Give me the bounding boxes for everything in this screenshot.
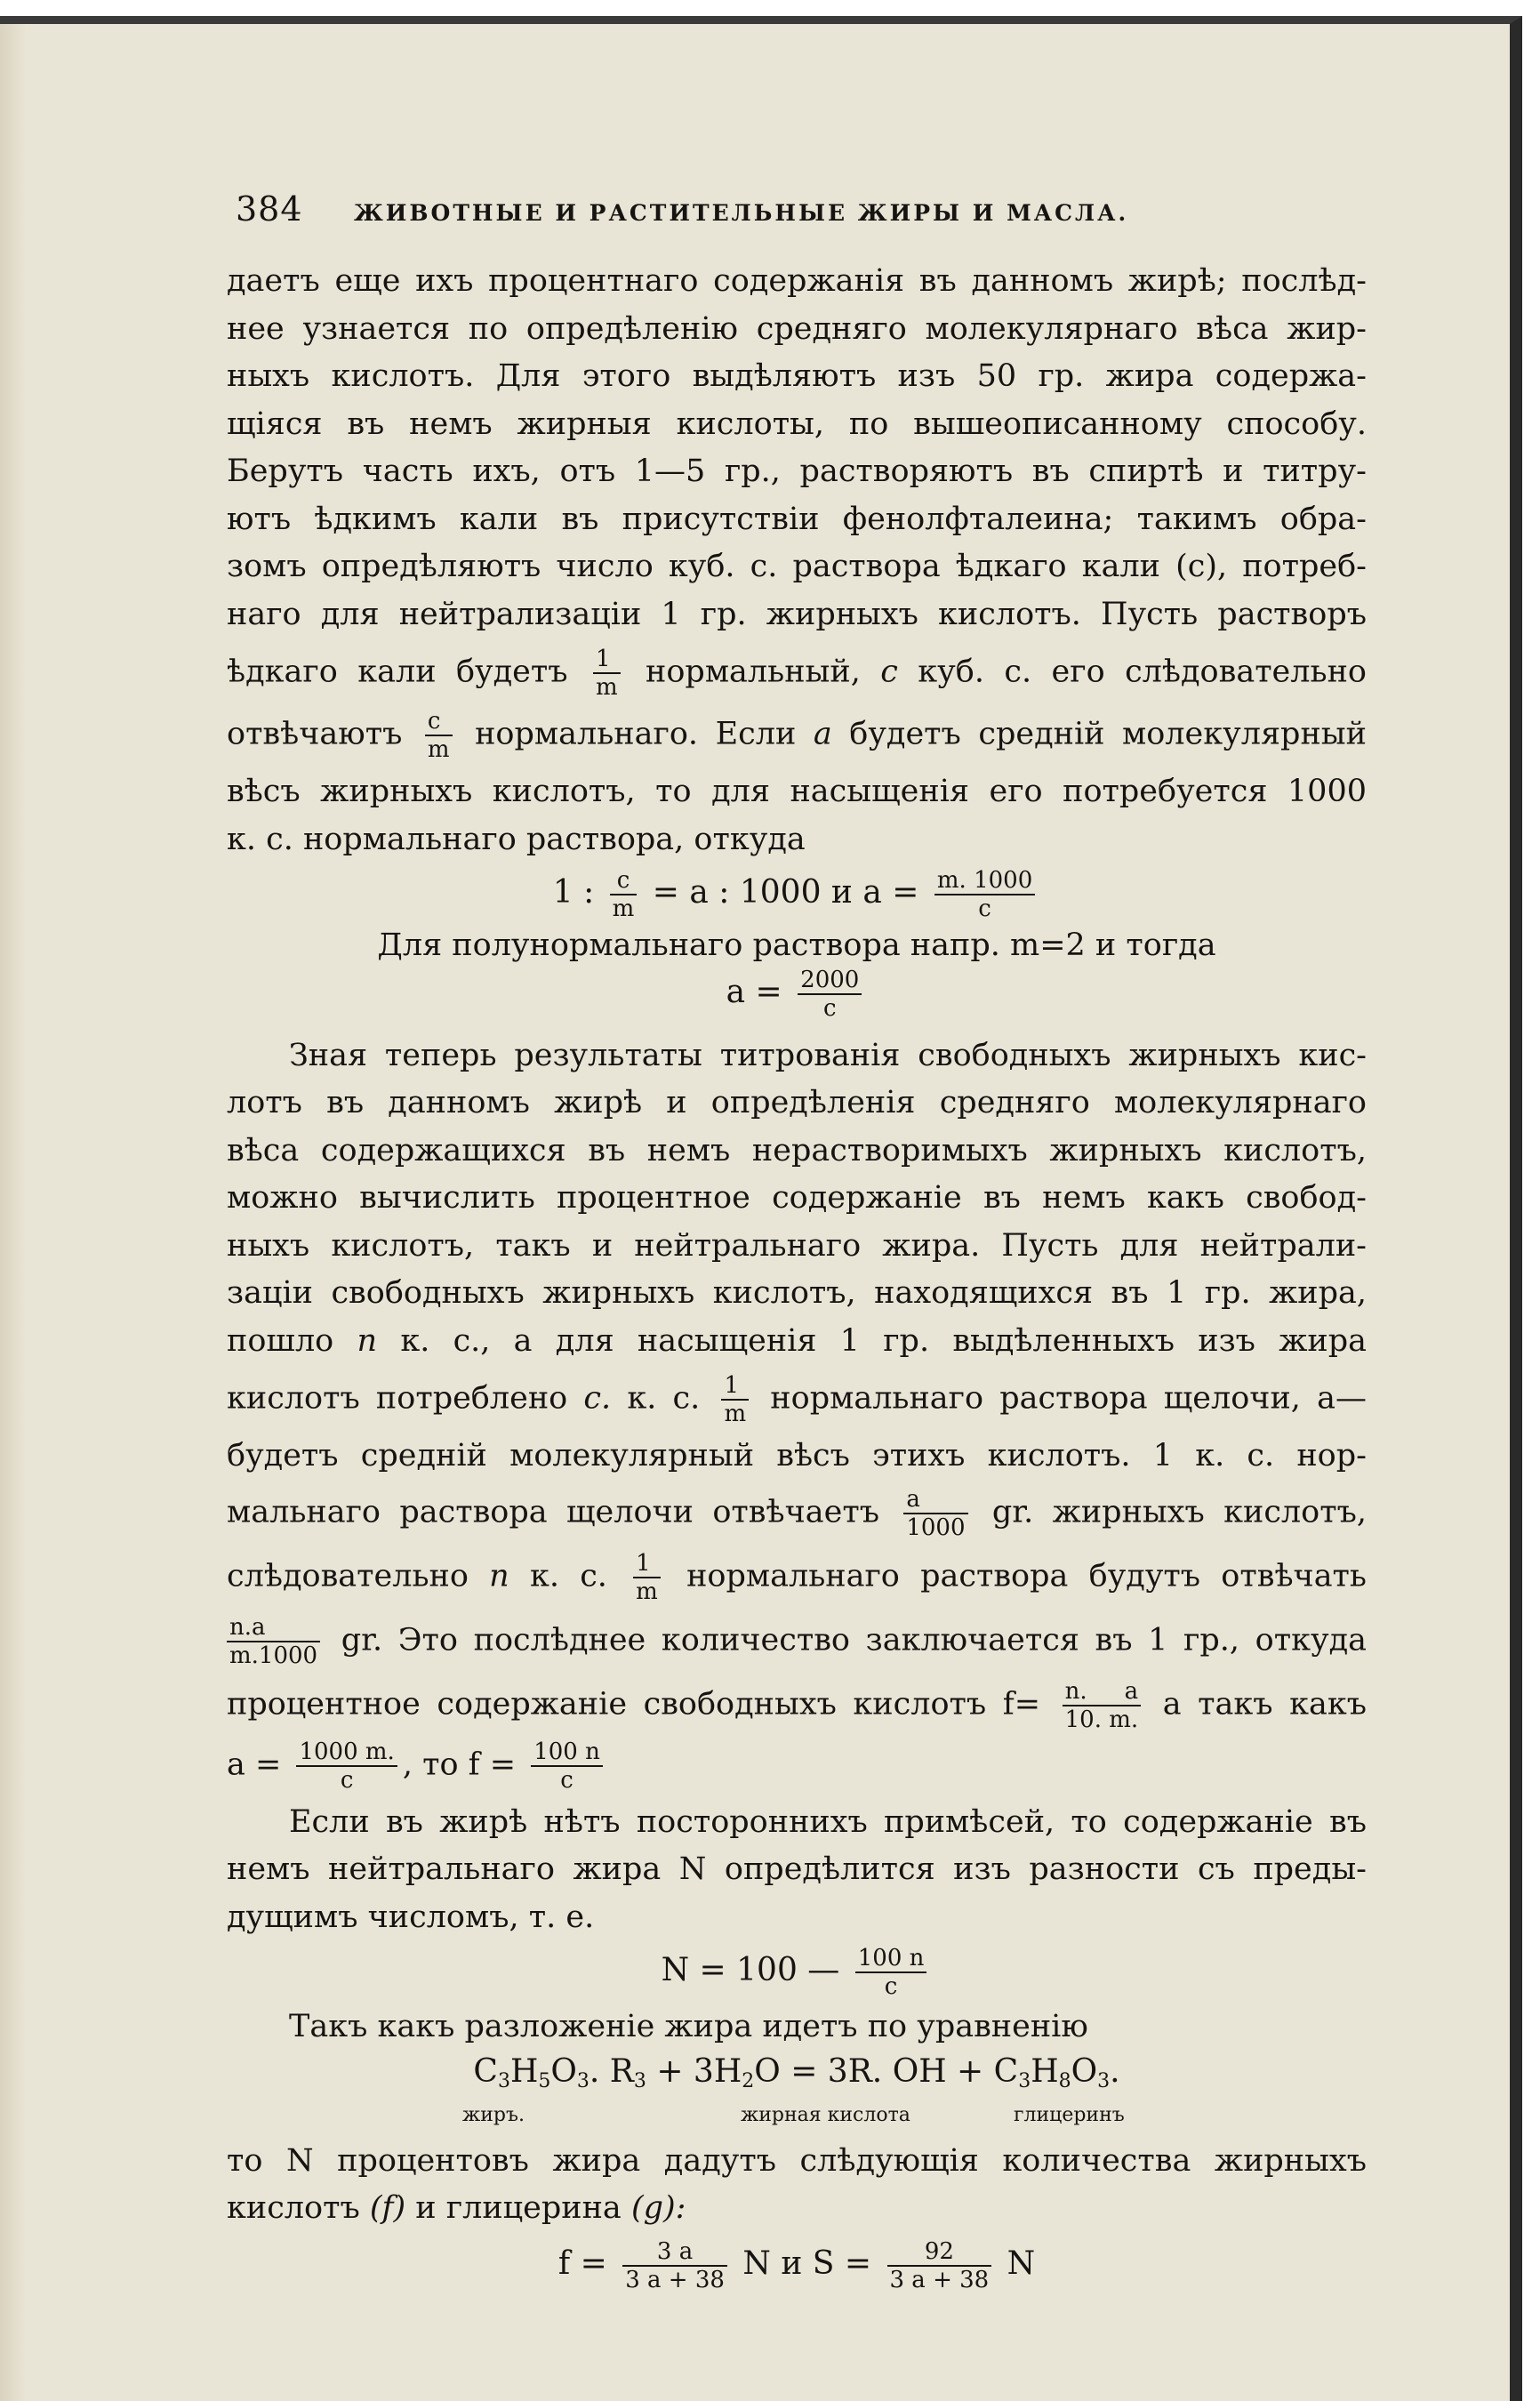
equation-text: N = 100 — (661, 1952, 840, 1988)
equation-neutral-fat (227, 1945, 1367, 2000)
text-line: ныхъ кислотъ, такъ и нейтральнаго жира. Пусть для нейтрали- (227, 1227, 1367, 1264)
equation-ratio (227, 867, 1367, 922)
fraction (798, 967, 862, 1022)
text-span: а такъ какъ (1162, 1686, 1367, 1722)
text-line: дущимъ числомъ, т. е. (227, 1899, 595, 1935)
text-line (227, 1486, 1367, 1541)
text-span: нормальнаго. Если (475, 716, 797, 752)
fraction-numerator: 100 n (855, 1945, 927, 1973)
text-line (227, 1614, 1367, 1669)
subscript: 8 (1058, 2069, 1071, 2092)
subscript: 3 (576, 2069, 590, 2092)
text-line (227, 1739, 1367, 1794)
equation-text: = a : 1000 и a = (652, 874, 919, 911)
fraction (934, 867, 1035, 922)
equation-text: . (1110, 2052, 1120, 2090)
equation-text: H (1031, 2052, 1059, 2090)
text-line (227, 2185, 1367, 2233)
fraction (296, 1739, 397, 1794)
fraction (227, 1614, 320, 1669)
equation-text: . R (589, 2052, 634, 2090)
text-span: gr. Это послѣднее количество заключается въ 1 гр., откуда (341, 1622, 1367, 1658)
text-line: Такъ какъ разложеніе жира идетъ по уравненію (289, 2009, 1088, 2044)
fraction-denominator: c (340, 1766, 354, 1794)
fraction (903, 1486, 967, 1541)
fraction-denominator: m (595, 674, 618, 701)
equation-text: + 3H (646, 2052, 742, 2090)
fraction-denominator: 10. m. (1064, 1706, 1139, 1733)
text-line: Берутъ часть ихъ, отъ 1—5 гр., растворяютъ въ спиртѣ и титру- (227, 454, 1367, 489)
text-span: gr. жирныхъ кислотъ, (991, 1494, 1367, 1530)
equation-text: 1 : (552, 874, 595, 911)
math-variable: a (813, 716, 832, 752)
label-fatty-acid: жирная кислота (741, 2103, 910, 2126)
text-line: будетъ средній молекулярный вѣсъ этихъ кислотъ. 1 к. с. нор- (227, 1438, 1367, 1474)
text-line: можно вычислить процентное содержаніе въ немъ какъ свобод- (227, 1180, 1367, 1216)
text-span: к. с. (529, 1558, 607, 1594)
text-line: вѣсъ жирныхъ кислотъ, то для насыщенія его потребуется 1000 (227, 774, 1367, 809)
math-variable: c (880, 654, 898, 690)
subscript: 3 (1097, 2069, 1111, 2092)
text-line: даетъ еще ихъ процентнаго содержанія въ данномъ жирѣ; послѣд- (227, 263, 1367, 299)
equation-text: a = (726, 973, 782, 1010)
fraction (610, 867, 638, 922)
fraction-numerator: 100 n (531, 1739, 603, 1767)
equation-text: N и S = (742, 2244, 872, 2282)
subscript: 5 (538, 2069, 551, 2092)
text-span: кислотъ потреблено (227, 1380, 568, 1417)
fraction-numerator: n. a (1063, 1678, 1142, 1706)
fraction-denominator: m (427, 736, 450, 763)
text-line: Для полунормальнаго раствора напр. m=2 и тогда (377, 927, 1216, 963)
text-line: заціи свободныхъ жирныхъ кислотъ, находящихся въ 1 гр. жира, (227, 1275, 1367, 1311)
equation-text: f = (557, 2244, 607, 2282)
subscript: 3 (497, 2069, 510, 2092)
text-line: лотъ въ данномъ жирѣ и опредѣленія средняго молекулярнаго (227, 1085, 1367, 1120)
text-span: к. с. (627, 1380, 701, 1417)
text-span: ѣдкаго кали будетъ (227, 654, 568, 690)
fraction-denominator: 1000 (906, 1514, 966, 1541)
equation-text: N (1007, 2244, 1036, 2282)
fraction-numerator: 92 (887, 2238, 992, 2267)
fraction-numerator: 1 (721, 1372, 749, 1401)
math-variable: (g): (630, 2190, 686, 2226)
equation-text: C (473, 2052, 498, 2090)
text-line: щіяся въ немъ жирныя кислоты, по вышеописанному способу. (227, 406, 1367, 442)
fraction-denominator: c (884, 1973, 898, 2000)
subscript: 3 (1018, 2069, 1031, 2092)
fraction-denominator: m.1000 (229, 1642, 318, 1669)
text-span: нормальнаго раствора щелочи, a— (770, 1380, 1367, 1417)
text-span: куб. с. его слѣдовательно (918, 654, 1367, 690)
fraction-numerator: c (425, 708, 453, 736)
fraction (633, 1550, 661, 1605)
equation-saponification (227, 2052, 1367, 2102)
label-glycerin: глицеринъ (1014, 2103, 1125, 2126)
text-span: a = (227, 1747, 282, 1782)
fraction-denominator: m (636, 1578, 658, 1605)
math-variable: n (489, 1558, 509, 1594)
subscript: 3 (633, 2069, 646, 2092)
text-line: ныхъ кислотъ. Для этого выдѣляютъ изъ 50 гр. жира содержа- (227, 358, 1367, 394)
text-span: будетъ средній молекулярный (849, 716, 1367, 752)
text-line: немъ нейтральнаго жира N опредѣлится изъ разности съ преды- (227, 1851, 1367, 1887)
equation-yields (227, 2238, 1367, 2293)
label-fat: жиръ. (462, 2103, 525, 2126)
fraction (887, 2238, 992, 2293)
text-span: и глицерина (415, 2190, 622, 2226)
fraction (593, 646, 621, 701)
text-line (227, 1372, 1367, 1427)
text-line (227, 1318, 1367, 1366)
math-variable: c. (583, 1380, 612, 1417)
equation-labels (227, 2102, 1367, 2129)
fraction-denominator: 3 a + 38 (625, 2266, 725, 2293)
page-number: 384 (236, 189, 303, 229)
math-variable: n (357, 1322, 378, 1359)
fraction-numerator: 1 (593, 646, 621, 674)
running-title: ЖИВОТНЫЕ И РАСТИТЕЛЬНЫЕ ЖИРЫ И МАСЛА. (354, 200, 1129, 226)
text-line (227, 708, 1367, 763)
fraction (622, 2238, 727, 2293)
text-span: нормальнаго раствора будутъ отвѣчать (686, 1558, 1367, 1594)
fraction (425, 708, 453, 763)
fraction (721, 1372, 749, 1427)
math-variable: (f) (369, 2190, 406, 2226)
text-line: вѣса содержащихся въ немъ нерастворимыхъ жирныхъ кислотъ, (227, 1132, 1367, 1168)
fraction-numerator: a (903, 1486, 967, 1514)
text-span: кислотъ (227, 2190, 360, 2226)
text-line: Если въ жирѣ нѣтъ постороннихъ примѣсей, то содержаніе въ (289, 1803, 1367, 1840)
fraction (855, 1945, 927, 2000)
page-header (236, 189, 1320, 234)
fraction-numerator: m. 1000 (934, 867, 1035, 895)
text-line (227, 646, 1367, 701)
text-line: то N процентовъ жира дадутъ слѣдующія количества жирныхъ (227, 2142, 1367, 2179)
text-line (227, 1678, 1367, 1733)
subscript: 2 (742, 2069, 755, 2092)
equation-text: O (550, 2052, 577, 2090)
fraction-denominator: m (724, 1401, 747, 1427)
fraction-denominator: 3 a + 38 (889, 2266, 990, 2293)
text-span: мальнаго раствора щелочи отвѣчаетъ (227, 1494, 879, 1530)
fraction (531, 1739, 603, 1794)
text-line: зомъ опредѣляютъ число куб. с. раствора ѣдкаго кали (с), потреб- (227, 549, 1367, 584)
text-line: к. с. нормальнаго раствора, откуда (227, 821, 806, 857)
fraction-numerator: 1000 m. (296, 1739, 397, 1767)
page-body (227, 258, 1367, 2293)
fraction-numerator: c (610, 867, 638, 895)
text-span: слѣдовательно (227, 1558, 469, 1594)
fraction-numerator: 2000 (798, 967, 862, 995)
fraction-numerator: n.a (227, 1614, 320, 1642)
text-span: отвѣчаютъ (227, 716, 403, 752)
equation-text: O (1071, 2052, 1098, 2090)
equation-text: O = 3R. OH + C (754, 2052, 1019, 2090)
text-span: процентное содержаніе свободныхъ кислотъ f= (227, 1686, 1041, 1722)
fraction-denominator: c (560, 1766, 573, 1794)
equation-half-normal (227, 967, 1367, 1022)
text-line: наго для нейтрализаціи 1 гр. жирныхъ кислотъ. Пусть растворъ (227, 596, 1367, 632)
text-span: пошло (227, 1322, 334, 1359)
fraction (1063, 1678, 1142, 1733)
text-span: нормальный, (646, 654, 861, 690)
fraction-numerator: 3 a (622, 2238, 727, 2267)
text-line: нее узнается по опредѣленію средняго молекулярнаго вѣса жир- (227, 310, 1367, 347)
text-span: к. с., а для насыщенія 1 гр. выдѣленныхъ изъ жира (400, 1322, 1367, 1359)
equation-text: H (509, 2052, 539, 2090)
text-line (227, 1550, 1367, 1605)
fraction-denominator: m (612, 895, 635, 922)
fraction-denominator: c (822, 994, 837, 1022)
text-line: Зная теперь результаты титрованія свободныхъ жирныхъ кис- (289, 1037, 1367, 1073)
fraction-numerator: 1 (633, 1550, 661, 1578)
fraction-denominator: c (978, 895, 991, 922)
text-span: , то f = (402, 1747, 517, 1782)
text-line: ютъ ѣдкимъ кали въ присутствіи фенолфталеина; такимъ обра- (227, 501, 1367, 537)
